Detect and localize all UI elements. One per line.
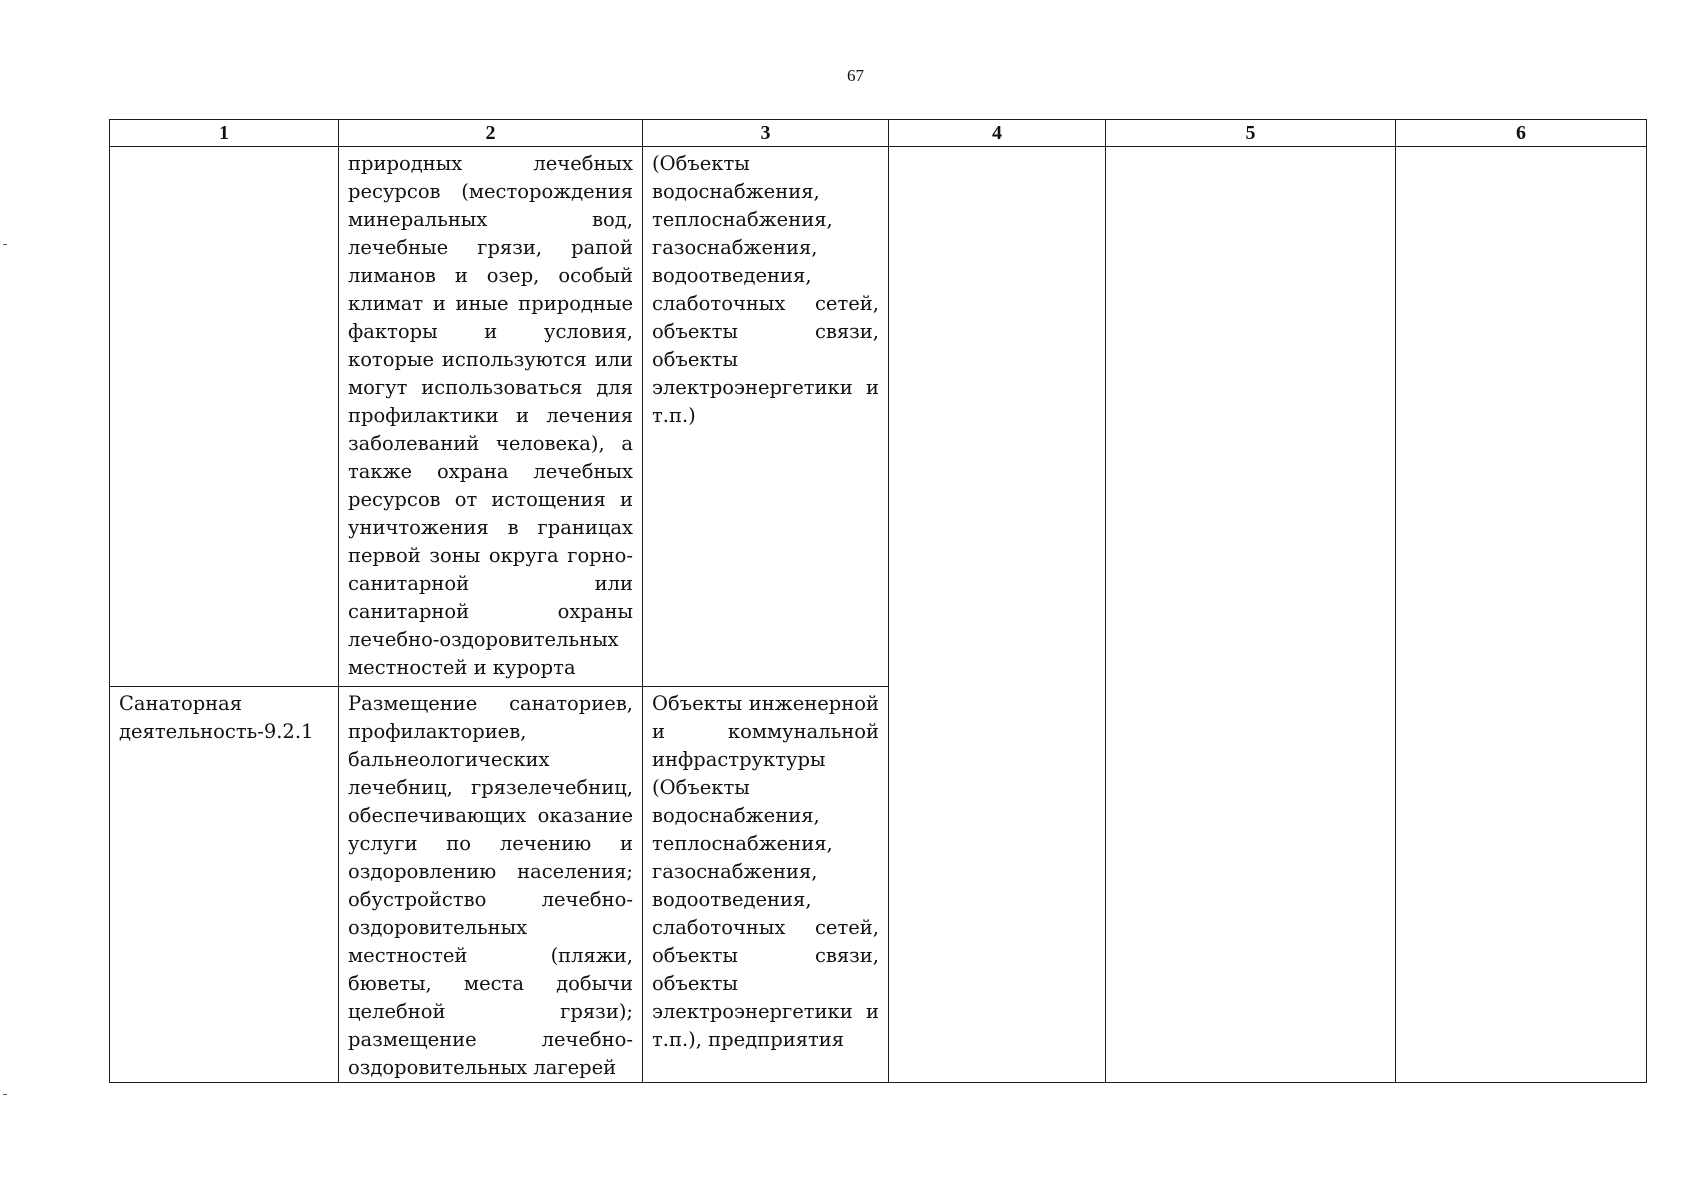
column-header: 2 <box>339 120 643 147</box>
column-header: 3 <box>643 120 889 147</box>
page-number: 67 <box>847 66 864 85</box>
description-cell: природных лечебных ресурсов (месторождения минеральных вод, лечебные грязи, рапой лиманов и озер, особый климат и иные природные факторы и условия, которые используются или могут использоваться для профилактики и лечения заболеваний человека), а также охрана лечебных ресурсов от истощения и уничтожения в границах первой зоны округа горно-санитарной или санитарной охраны лечебно-оздоровительных местностей и курорта <box>339 147 643 687</box>
table-row <box>110 147 1647 687</box>
column-4-cell <box>889 147 1106 1083</box>
land-use-type-cell: Санаторная деятельность-9.2.1 <box>110 687 339 1083</box>
table-header-row <box>110 120 1647 147</box>
margin-mark <box>3 1094 7 1095</box>
document-table <box>109 119 1647 1083</box>
column-5-cell <box>1106 147 1396 1083</box>
column-6-cell <box>1396 147 1647 1083</box>
land-use-type-cell <box>110 147 339 687</box>
margin-mark <box>3 244 7 245</box>
auxiliary-objects-cell: (Объекты водоснабжения, теплоснабжения, газоснабжения, водоотведения, слаботочных сетей, объекты связи, объекты электроэнергетики и т.п.) <box>643 147 889 687</box>
description-cell: Размещение санаториев, профилакториев, бальнеологических лечебниц, грязелечебниц, обеспечивающих оказание услуги по лечению и оздоровлению населения; обустройство лечебно-оздоровительных местностей (пляжи, бюветы, места добычи целебной грязи); размещение лечебно-оздоровительных лагерей <box>339 687 643 1083</box>
auxiliary-objects-cell: Объекты инженерной и коммунальной инфраструктуры (Объекты водоснабжения, теплоснабжения, газоснабжения, водоотведения, слаботочных сетей, объекты связи, объекты электроэнергетики и т.п.), предприятия <box>643 687 889 1083</box>
column-header: 1 <box>110 120 339 147</box>
column-header: 5 <box>1106 120 1396 147</box>
column-header: 4 <box>889 120 1106 147</box>
column-header: 6 <box>1396 120 1647 147</box>
